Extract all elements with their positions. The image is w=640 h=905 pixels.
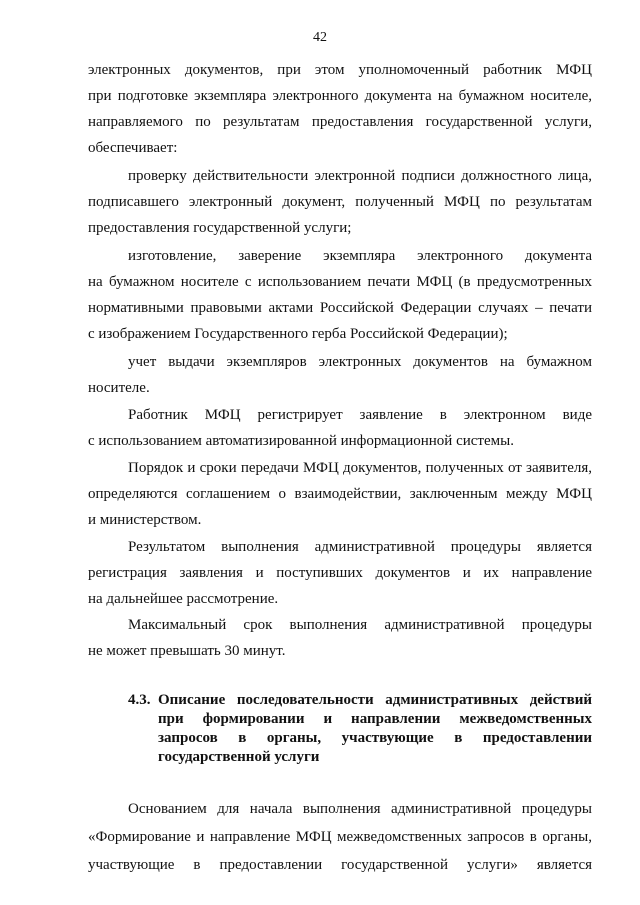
text-line: электронных документов, при этом уполномоченный работник МФЦ xyxy=(88,62,592,78)
text-line: при подготовке экземпляра электронного документа на бумажном носителе, xyxy=(88,88,592,104)
text-line: направляемого по результатам предоставления государственной услуги, xyxy=(88,114,592,130)
page-number: 42 xyxy=(313,30,327,45)
text-line: с использованием автоматизированной информационной системы. xyxy=(88,433,514,449)
text-line: на бумажном носителе с использованием печати МФЦ (в предусмотренных xyxy=(88,274,592,290)
text-line: предоставления государственной услуги; xyxy=(88,220,352,236)
text-line: не может превышать 30 минут. xyxy=(88,643,286,659)
text-line: регистрация заявления и поступивших документов и их направление xyxy=(88,565,592,581)
text-line: Результатом выполнения административной процедуры является xyxy=(128,539,592,555)
section-heading-line: запросов в органы, участвующие в предоставлении xyxy=(158,730,592,746)
text-line: Работник МФЦ регистрирует заявление в электронном виде xyxy=(128,407,592,423)
text-line: с изображением Государственного герба Российской Федерации); xyxy=(88,326,508,342)
text-line: носителе. xyxy=(88,380,150,396)
text-line: и министерством. xyxy=(88,512,202,528)
section-heading-line: при формировании и направлении межведомственных xyxy=(158,711,592,727)
text-line: Основанием для начала выполнения административной процедуры xyxy=(128,801,592,817)
section-heading-line: государственной услуги xyxy=(158,749,320,765)
text-line: учет выдачи экземпляров электронных документов на бумажном xyxy=(128,354,592,370)
section-number: 4.3. xyxy=(128,692,151,708)
text-line: обеспечивает: xyxy=(88,140,178,156)
text-line: «Формирование и направление МФЦ межведомственных запросов в органы, xyxy=(88,829,592,845)
text-line: проверку действительности электронной подписи должностного лица, xyxy=(128,168,592,184)
text-line: Максимальный срок выполнения административной процедуры xyxy=(128,617,592,633)
text-line: участвующие в предоставлении государственной услуги» является xyxy=(88,857,592,873)
text-line: подписавшего электронный документ, полученный МФЦ по результатам xyxy=(88,194,592,210)
section-heading-line: Описание последовательности административных действий xyxy=(158,692,592,708)
text-line: на дальнейшее рассмотрение. xyxy=(88,591,279,607)
text-line: определяются соглашением о взаимодействии, заключенным между МФЦ xyxy=(88,486,592,502)
text-line: изготовление, заверение экземпляра электронного документа xyxy=(128,248,592,264)
text-line: нормативными правовыми актами Российской Федерации случаях – печати xyxy=(88,300,592,316)
text-line: Порядок и сроки передачи МФЦ документов, полученных от заявителя, xyxy=(128,460,592,476)
